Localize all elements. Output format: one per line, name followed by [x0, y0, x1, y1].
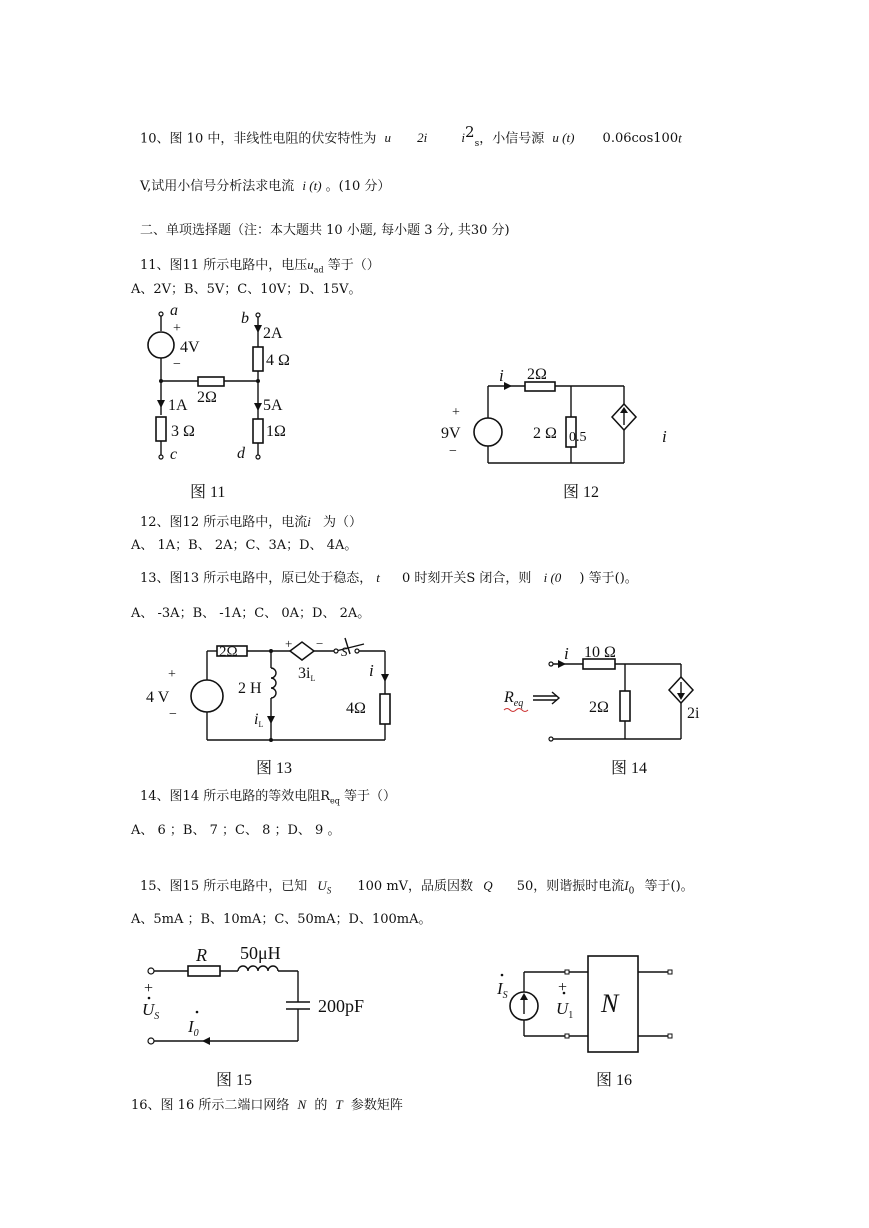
fig12-i: i	[499, 366, 504, 385]
q15-q: Q	[483, 878, 493, 893]
fig11-r1: 1Ω	[266, 423, 286, 440]
fig11-plus: +	[173, 321, 181, 336]
q13-text-a: 13、图13 所示电路中，原已处于稳态，	[140, 571, 373, 586]
fig13-l: 2 H	[238, 680, 262, 697]
q10-sup2: 2	[465, 123, 475, 141]
fig13-plus: +	[168, 667, 176, 682]
figure-12	[438, 365, 678, 470]
fig11-caption: 图 11	[190, 484, 226, 501]
fig15-i0	[187, 1017, 199, 1039]
fig13-dep-text: 3i	[298, 665, 311, 682]
fig11-v4: 4V	[180, 339, 200, 356]
fig15-i0-sub: 0	[193, 1028, 199, 1039]
figure-15	[140, 940, 400, 1050]
q10-i: i	[461, 130, 466, 146]
fig11-i5a: 5A	[263, 397, 283, 414]
fig16-is-text: I	[497, 979, 503, 998]
fig15-caption: 图 15	[216, 1072, 253, 1089]
fig13-minus: −	[169, 707, 177, 722]
q12-text-b: 为（）	[322, 515, 362, 530]
fig15-us-sub: S	[154, 1011, 160, 1022]
q13-stem	[140, 569, 638, 588]
q11-sub: ad	[313, 265, 324, 275]
q11-var: u	[307, 257, 314, 272]
fig11-i2a: 2A	[263, 325, 283, 342]
fig13-r2: 2Ω	[219, 644, 238, 660]
q15-val1: 100 mV，品质因数	[357, 879, 474, 894]
figure-16	[490, 950, 690, 1060]
fig13-il-text: i	[254, 711, 259, 728]
fig16-is	[496, 979, 508, 1001]
figure-14	[500, 640, 700, 750]
figure-11	[140, 302, 310, 465]
section2-heading: 二、单项选择题（注：本大题共 10 小题, 每小题 3 分, 共30 分)	[140, 223, 510, 238]
q16-text-a: 16、图 16 所示二端口网络	[131, 1098, 290, 1113]
fig13-s: S	[341, 644, 348, 659]
q13-options: A、 -3A；B、 -1A；C、 0A；D、 2A。	[131, 606, 371, 621]
fig15-us	[142, 1000, 159, 1022]
fig13-r4: 4Ω	[346, 700, 366, 717]
q10-t: t	[678, 130, 682, 146]
fig13-dep-sub: L	[310, 674, 316, 683]
q13-text-c: ) 等于()。	[579, 571, 638, 586]
fig13-v4: 4 V	[146, 689, 170, 706]
fig14-dep: 2i	[687, 705, 700, 722]
q10-prefix: 10、图 10 中，非线性电阻的伏安特性为	[140, 131, 377, 147]
fig13-dep	[298, 665, 315, 683]
q15-us: U	[317, 878, 327, 893]
q14-options: A、 6 ；B、 7 ；C、 8 ；D、 9 。	[131, 823, 341, 838]
fig13-il	[254, 711, 263, 729]
q10-val: 0.06cos100	[602, 131, 679, 147]
q11-options: A、2V；B、5V；C、10V；D、15V。	[131, 282, 362, 297]
q10-line2	[140, 177, 390, 196]
fig13-il-sub: L	[258, 720, 264, 729]
q15-text-b: 等于()。	[644, 879, 694, 894]
fig12-caption: 图 12	[563, 484, 600, 501]
q12-stem	[140, 513, 362, 532]
fig14-req-sub: eq	[513, 698, 524, 709]
fig12-k: 0.5	[569, 430, 587, 445]
fig11-a: a	[170, 302, 178, 319]
q16-text-c: 参数矩阵	[350, 1098, 403, 1113]
q10-line1	[140, 123, 682, 153]
fig16-plus: +	[558, 979, 568, 996]
q10-src: 小信号源	[492, 131, 545, 147]
fig14-req	[503, 689, 523, 709]
fig15-r: R	[196, 945, 207, 965]
fig11-r3: 3 Ω	[171, 423, 195, 440]
q10-comma: ，	[479, 131, 493, 147]
q12-var: i	[307, 514, 311, 529]
q10-ut: u (t)	[552, 130, 575, 146]
q11-text-b: 等于（）	[327, 258, 380, 273]
fig12-minus: −	[449, 444, 457, 459]
q12-options: A、 1A；B、 2A；C、3A；D、 4A。	[131, 538, 358, 553]
figure-13	[140, 630, 400, 745]
fig11-d: d	[237, 445, 245, 462]
q16-n: N	[297, 1097, 307, 1112]
q10-it: i (t)	[302, 178, 322, 193]
q12-text-a: 12、图12 所示电路中，电流	[140, 515, 308, 530]
q10-line2a: V,试用小信号分析法求电流	[140, 179, 295, 194]
q13-t: t	[376, 570, 380, 585]
fig12-i2: i	[662, 427, 667, 446]
q15-text-a: 15、图15 所示电路中，已知	[140, 879, 308, 894]
fig15-c: 200pF	[318, 996, 365, 1016]
q11-stem	[140, 256, 380, 280]
q10-sub-s: s	[474, 138, 480, 149]
q16-stem	[131, 1096, 403, 1115]
q15-options: A、5mA ；B、10mA；C、50mA；D、100mA。	[131, 912, 432, 927]
q14-text-b: 等于（）	[344, 789, 397, 804]
fig12-r2a: 2Ω	[527, 366, 547, 383]
q14-text-a: 14、图14 所示电路的等效电阻R	[140, 789, 331, 804]
fig13-i: i	[369, 661, 374, 680]
fig11-c: c	[170, 446, 178, 463]
fig13-caption: 图 13	[256, 760, 293, 777]
fig16-caption: 图 16	[596, 1072, 633, 1089]
fig11-b: b	[241, 310, 249, 327]
q15-i0-sub: 0	[628, 886, 635, 897]
fig14-i: i	[564, 644, 569, 663]
fig14-r10: 10 Ω	[584, 644, 616, 661]
fig11-r2: 2Ω	[197, 389, 217, 406]
q14-stem	[140, 788, 396, 811]
q14-sub: eq	[330, 796, 340, 806]
q15-us-sub: S	[326, 885, 332, 896]
q13-text-b: 0 时刻开关S 闭合，则	[401, 571, 532, 586]
fig15-i0-text: I	[188, 1017, 194, 1036]
q15-val2: 50，则谐振时电流	[516, 879, 625, 894]
fig15-us-text: U	[142, 1000, 155, 1019]
fig13-dminus: −	[316, 636, 324, 651]
fig16-is-sub: S	[502, 990, 508, 1001]
fig16-u1-text: U	[556, 999, 569, 1018]
q13-i0: i (0	[543, 570, 562, 585]
fig14-caption: 图 14	[611, 760, 648, 777]
q10-line2b: 。(10 分）	[325, 179, 391, 194]
q15-i0: I	[624, 878, 629, 893]
q15-stem	[140, 877, 694, 901]
fig12-r2b: 2 Ω	[533, 425, 557, 442]
fig15-plus: +	[144, 980, 154, 997]
fig12-v9: 9V	[441, 425, 461, 442]
fig11-r4: 4 Ω	[266, 352, 290, 369]
fig15-l: 50μH	[240, 943, 281, 963]
fig12-plus: +	[452, 405, 460, 420]
fig16-u1-sub: 1	[568, 1010, 574, 1021]
q11-text-a: 11、图11 所示电路中，电压	[140, 258, 308, 273]
q16-text-b: 的	[314, 1098, 328, 1113]
q10-two-i: 2i	[417, 130, 428, 146]
fig11-minus: −	[173, 357, 181, 372]
fig11-i1a: 1A	[168, 397, 188, 414]
fig14-r2: 2Ω	[589, 699, 609, 716]
q10-u: u	[384, 130, 391, 146]
fig16-n: N	[601, 989, 619, 1018]
q16-t: T	[335, 1097, 343, 1112]
fig14-req-text: R	[504, 689, 514, 706]
fig13-dplus: +	[285, 636, 293, 651]
fig16-u1	[556, 999, 573, 1021]
